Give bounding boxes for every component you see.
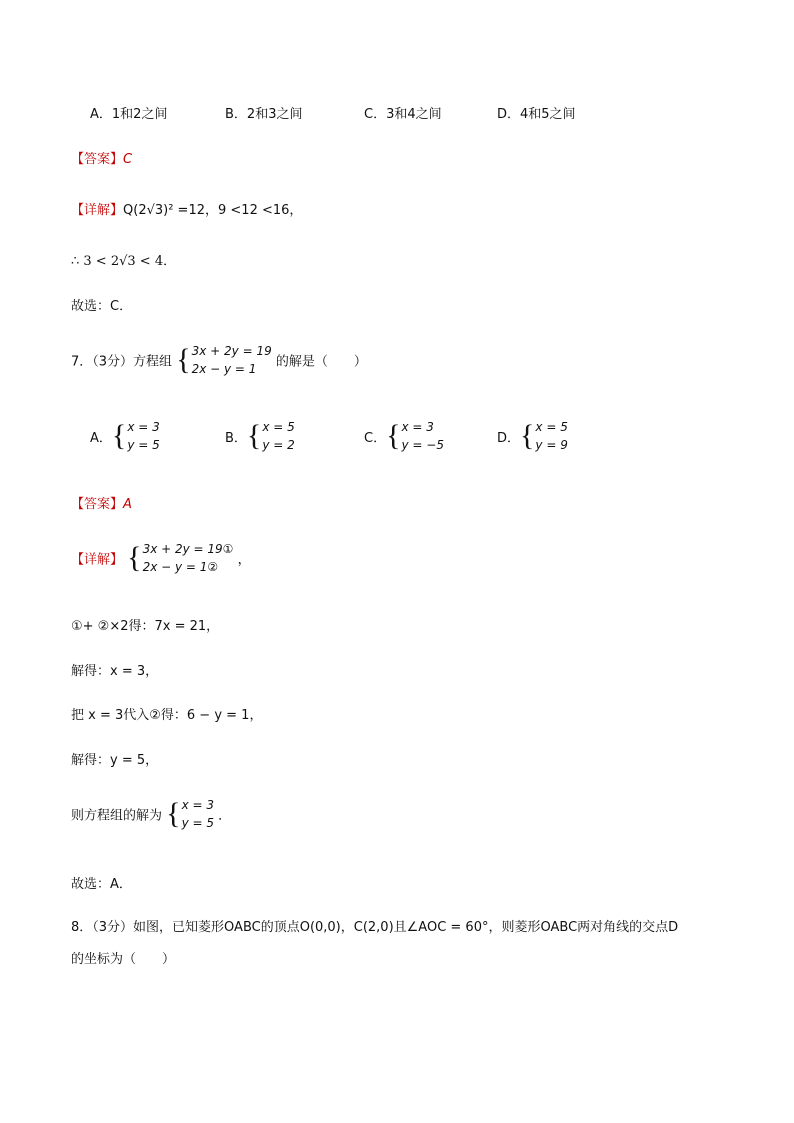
detail-text: Q(2√3)² =12，9 <12 <16， xyxy=(123,203,303,218)
q7-option-b: B． { x = 5 y = 2 xyxy=(225,419,295,452)
q7-detail-system xyxy=(127,540,233,576)
q7-step3: 把 x = 3代入②得：6 − y = 1， xyxy=(71,708,263,723)
q7-stem-prefix: 7．（3分）方程组 xyxy=(71,354,173,370)
q7-answer xyxy=(71,493,132,512)
q6-answer xyxy=(71,148,132,167)
q6-option-a: A．1和2之间 xyxy=(90,107,168,122)
answer-value: A xyxy=(123,497,132,512)
q6-detail-line1 xyxy=(71,199,302,218)
q7-stem-suffix: 的解是（ ） xyxy=(275,354,367,370)
q7-solution-system xyxy=(166,796,214,832)
q6-option-c: C．3和4之间 xyxy=(364,107,442,122)
q7-equation-system xyxy=(176,342,272,378)
brace-icon: { xyxy=(127,541,142,574)
q6-detail-line2: ∴ 3 < 2√3 < 4． xyxy=(71,254,177,269)
q7-solution-y: y = 5 xyxy=(181,816,214,830)
q7-solution-x: x = 3 xyxy=(181,798,214,812)
q7-options xyxy=(90,418,710,460)
q7-option-a: A． { x = 3 y = 5 xyxy=(90,419,160,452)
detail-label: 【详解】 xyxy=(71,552,124,568)
q6-options xyxy=(90,103,710,123)
q7-choose: 故选：A． xyxy=(71,877,132,892)
q7-detail: 【详解】 { 3x + 2y = 19① 2x − y = 1② ， xyxy=(71,541,251,574)
q7-detail-eq2: 2x − y = 1② xyxy=(142,560,219,574)
q8-line2: 的坐标为（ ） xyxy=(71,952,176,967)
q7-step4: 解得：y = 5， xyxy=(71,753,159,768)
q6-option-b: B．2和3之间 xyxy=(225,107,303,122)
q7-eq2: 2x − y = 1 xyxy=(191,362,257,376)
answer-label: 【答案】 xyxy=(71,497,124,512)
q6-choose: 故选：C． xyxy=(71,299,133,314)
q6-option-d: D．4和5之间 xyxy=(497,107,576,122)
answer-label: 【答案】 xyxy=(71,152,124,167)
brace-icon: { xyxy=(166,797,181,830)
q7-step5: 则方程组的解为 { x = 3 y = 5 ． xyxy=(71,797,232,830)
detail-label: 【详解】 xyxy=(71,203,124,218)
q7-stem xyxy=(71,342,367,378)
q7-step2: 解得：x = 3， xyxy=(71,664,159,679)
q7-eq1: 3x + 2y = 19 xyxy=(191,344,272,358)
brace-icon: { xyxy=(176,343,191,376)
q7-step5-prefix: 则方程组的解为 xyxy=(71,808,163,824)
q7-option-d: D． { x = 5 y = 9 xyxy=(497,419,568,452)
q7-detail-eq1: 3x + 2y = 19① xyxy=(142,542,234,556)
q7-option-c: C． { x = 3 y = −5 xyxy=(364,419,444,452)
answer-value: C xyxy=(123,152,133,167)
q7-step1: ①+ ②×2得：7x = 21， xyxy=(71,619,220,634)
q8-line1: 8．（3分）如图，已知菱形OABC的顶点O(0,0)，C(2,0)且∠AOC = 60°，则菱形OABC两对角线的交点D xyxy=(71,920,679,935)
